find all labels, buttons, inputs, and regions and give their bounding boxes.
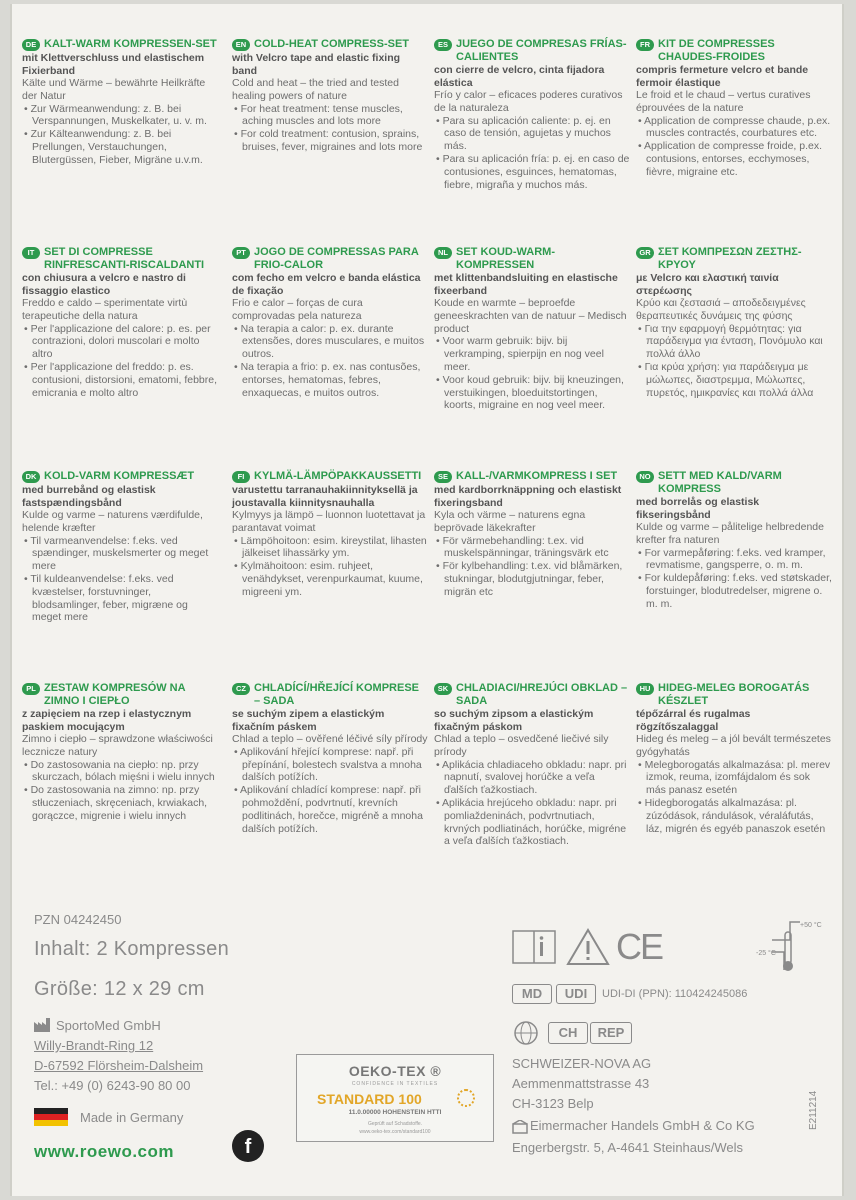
lang-block-hu <box>636 682 832 835</box>
lang-intro: Κρύο και ζεστασιά – αποδεδειγμένες θεραπευτικές δυνάμεις της φύσης <box>636 297 806 322</box>
lang-intro: Kälte und Wärme – bewährte Heilkräfte der Natur <box>22 77 206 102</box>
lang-intro: Kulde og varme – naturens værdifulde, helende kræfter <box>22 509 203 534</box>
lang-bullet: • Zur Kälteanwendung: z. B. bei Prellungen, Verstauchungen, Blutergüssen, Fieber, Migräne u.v.m. <box>22 128 218 166</box>
flower-icon <box>457 1089 475 1107</box>
lang-intro: Chlad a teplo – osvedčené liečivé sily prírody <box>434 733 609 758</box>
lang-block-es <box>434 38 630 191</box>
lang-bullet: • Zur Wärmeanwendung: z. B. bei Verspannungen, Muskelkater, u. v. m. <box>22 103 218 129</box>
oeko-tex-label <box>296 1054 494 1142</box>
lang-bullet: • Application de compresse chaude, p.ex. muscles contractés, courbatures etc. <box>636 115 832 141</box>
lang-subtitle: varustettu tarranauhakiinnityksellä ja joustavalla kiinnitysnauhalla <box>232 484 418 509</box>
lang-title: KIT DE COMPRESSES CHAUDES-FROIDES <box>658 38 775 63</box>
lang-subtitle: med burrebånd og elastisk fastspændingsbånd <box>22 484 156 509</box>
lang-code-badge: SE <box>434 471 452 483</box>
lang-intro: Kyla och värme – naturens egna beprövade läkekrafter <box>434 509 586 534</box>
factory-icon <box>34 1018 50 1032</box>
lang-title: COLD-HEAT COMPRESS-SET <box>254 38 410 50</box>
lang-bullet: • For cold treatment: contusion, sprains, bruises, fever, migraines and lots more <box>232 128 428 154</box>
lang-bullet: • For kuldepåføring: f.eks. ved støtskader, forstuinger, blodutredelser, migrene o. m. m. <box>636 572 832 610</box>
lang-bullet: • For varmepåføring: f.eks. ved kramper, revmatisme, gangsperre, o. m. m. <box>636 547 832 573</box>
manufacturer-phone: Tel.: +49 (0) 6243-90 80 00 <box>34 1078 191 1093</box>
lang-header <box>22 246 218 271</box>
importer-name: Eimermacher Handels GmbH & Co KG <box>530 1118 755 1133</box>
lang-title: KALT-WARM KOMPRESSEN-SET <box>44 38 217 50</box>
lang-bullet: • Do zastosowania na ciepło: np. przy skurczach, bólach mięśni i wielu innych <box>22 759 218 785</box>
content-line: Inhalt: 2 Kompressen <box>34 938 229 960</box>
lang-subtitle: con cierre de velcro, cinta fijadora elástica <box>434 64 605 89</box>
lang-intro: Freddo e caldo – sperimentate virtù terapeutiche della natura <box>22 297 188 322</box>
lang-title: CHLADIACI/HREJÚCI OBKLAD – SADA <box>456 682 628 707</box>
lang-title: SETT MED KALD/VARM KOMPRESS <box>658 470 782 495</box>
lang-header <box>22 682 218 707</box>
lang-title: CHLADÍCÍ/HŘEJÍCÍ KOMPRESE – SADA <box>254 682 420 707</box>
lang-intro: Le froid et le chaud – vertus curatives éprouvées de la nature <box>636 89 811 114</box>
lang-title: JOGO DE COMPRESSAS PARA FRIO-CALOR <box>254 246 419 271</box>
manufacturer-city: D-67592 Flörsheim-Dalsheim <box>34 1058 204 1073</box>
lang-bullet: • Para su aplicación fría: p. ej. en caso de contusiones, esguinces, hematomas, fiebre, migraña y muchos más. <box>434 153 630 191</box>
batch-code: E211214 <box>808 1090 819 1130</box>
ce-mark: CE <box>616 926 663 967</box>
facebook-icon[interactable]: f <box>232 1130 264 1162</box>
lang-block-it <box>22 246 218 399</box>
lang-code-badge: PT <box>232 247 250 259</box>
lang-subtitle: mit Klettverschluss und elastischem Fixierband <box>22 52 205 77</box>
globe-icon <box>512 1020 540 1051</box>
lang-code-badge: DK <box>22 471 40 483</box>
lang-bullet: • Για κρύα χρήση: για παράδειγμα με μώλωπες, διαστρεμμα, Μώλωπες, πυρετός, ημικρανίες και πολλά άλλα <box>636 361 832 399</box>
lang-intro: Kulde og varme – pålitelige helbredende krefter fra naturen <box>636 521 824 546</box>
lang-header <box>232 470 428 483</box>
lang-intro: Frio e calor – forças de cura comprovadas pela natureza <box>232 297 363 322</box>
lang-subtitle: se suchým zipem a elastickým fixačním páskem <box>232 708 385 733</box>
lang-bullet: • Για την εφαρμογή θερμότητας: για παράδειγμα για ένταση, Πονόμυλο και πολλά άλλο <box>636 323 832 361</box>
lang-subtitle: con chiusura a velcro e nastro di fissaggio elastico <box>22 272 186 297</box>
lang-bullet: • Per l'applicazione del calore: p. es. per contrazioni, dolori muscolari e molto altro <box>22 323 218 361</box>
pzn: PZN 04242450 <box>34 912 122 927</box>
lang-code-badge: IT <box>22 247 40 259</box>
lang-header <box>434 682 630 707</box>
lang-code-badge: EN <box>232 39 250 51</box>
oeko-number: 11.0.00000 HOHENSTEIN HTTI <box>348 1109 442 1116</box>
lang-subtitle: με Velcro και ελαστική ταινία στερέωσης <box>636 272 779 297</box>
lang-header <box>232 682 428 707</box>
lang-block-fr <box>636 38 832 179</box>
lang-block-pl <box>22 682 218 823</box>
lang-header <box>232 246 428 271</box>
lang-intro: Frío y calor – eficaces poderes curativos de la naturaleza <box>434 89 623 114</box>
lang-subtitle: met klittenbandsluiting en elastische fixeerband <box>434 272 618 297</box>
lang-header <box>434 38 630 63</box>
lang-code-badge: NO <box>636 471 654 483</box>
manufacturer-street: Willy-Brandt-Ring 12 <box>34 1038 154 1053</box>
lang-block-cz <box>232 682 428 835</box>
ch-rep-street: Aemmenmattstrasse 43 <box>512 1076 650 1091</box>
lang-block-nl <box>434 246 630 412</box>
lang-bullet: • For heat treatment: tense muscles, aching muscles and lots more <box>232 103 428 129</box>
udi-value: UDI-DI (PPN): 110424245086 <box>602 988 748 1000</box>
lang-code-badge: CZ <box>232 683 250 695</box>
lang-header <box>22 38 218 51</box>
md-symbol: MD <box>512 984 552 1004</box>
lang-bullet: • Til kuldeanvendelse: f.eks. ved kvæstelser, forstuvninger, blodsamlinger, feber, migræne og meget mere <box>22 573 218 624</box>
lang-code-badge: ES <box>434 39 452 51</box>
lang-code-badge: SK <box>434 683 452 695</box>
lang-code-badge: DE <box>22 39 40 51</box>
lang-block-no <box>636 470 832 611</box>
lang-header <box>636 38 832 63</box>
lang-title: SET DI COMPRESSE RINFRESCANTI-RISCALDANTI <box>44 246 205 271</box>
lang-code-badge: FR <box>636 39 654 51</box>
lang-code-badge: NL <box>434 247 452 259</box>
temp-min: -25 °C <box>756 950 776 957</box>
lang-subtitle: z zapięciem na rzep i elastycznym paskiem mocującym <box>22 708 192 733</box>
temp-max: +50 °C <box>800 922 822 929</box>
lang-header <box>22 470 218 483</box>
lang-bullet: • Til varmeanvendelse: f.eks. ved spændinger, muskelsmerter og meget mere <box>22 535 218 573</box>
lang-bullet: • Aplikování chladící komprese: např. při pohmoždění, podvrtnutí, krevních podlitinách, horečce, migréně a mnoha dalších potížích. <box>232 784 428 835</box>
instructions-icon <box>512 930 556 969</box>
lang-code-badge: GR <box>636 247 654 259</box>
lang-header <box>434 470 630 483</box>
lang-intro: Zimno i ciepło – sprawdzone właściwości lecznicze natury <box>22 733 213 758</box>
udi-symbol: UDI <box>556 984 596 1004</box>
lang-bullet: • Na terapia a calor: p. ex. durante extensões, dores musculares, e muitos outros. <box>232 323 428 361</box>
lang-bullet: • Aplikácia chladiaceho obkladu: napr. pri napnutí, svalovej horúčke a veľa ďalších ťažkostiach. <box>434 759 630 797</box>
lang-subtitle: so suchým zipsom a elastickým fixačným páskom <box>434 708 594 733</box>
lang-header <box>434 246 630 271</box>
lang-intro: Chlad a teplo – ověřené léčivé síly přírody <box>232 733 428 745</box>
lang-bullet: • Application de compresse froide, p.ex. contusions, entorses, ecchymoses, fièvre, migraine etc. <box>636 140 832 178</box>
lang-intro: Koude en warmte – beproefde geneeskrachten van de natuur – Medisch product <box>434 297 627 335</box>
ch-rep-city: CH-3123 Belp <box>512 1096 594 1111</box>
importer-address: Engerbergstr. 5, A-4641 Steinhaus/Wels <box>512 1140 744 1155</box>
lang-block-fi <box>232 470 428 599</box>
lang-subtitle: tépőzárral és rugalmas rögzítőszalaggal <box>636 708 751 733</box>
oeko-standard: STANDARD 100 <box>317 1091 422 1107</box>
lang-title: HIDEG-MELEG BOROGATÁS KÉSZLET <box>658 682 810 707</box>
lang-bullet: • Voor warm gebruik: bijv. bij verkramping, spierpijn en nog veel meer. <box>434 335 630 373</box>
lang-subtitle: med borrelås og elastisk fikseringsbånd <box>636 496 760 521</box>
lang-title: KALL-/VARMKOMPRESS I SET <box>456 470 618 482</box>
oeko-brand: OEKO-TEX ® <box>348 1063 442 1079</box>
lang-bullet: • Per l'applicazione del freddo: p. es. contusioni, distorsioni, ematomi, febbre, emicrania e molto altro <box>22 361 218 399</box>
rep-symbol: REP <box>590 1022 632 1044</box>
lang-subtitle: com fecho em velcro e banda elástica de fixação <box>232 272 421 297</box>
germany-flag-icon <box>34 1108 68 1126</box>
lang-bullet: • Kylmähoitoon: esim. ruhjeet, venähdykset, verenpurkaumat, kuume, migreeni ym. <box>232 560 428 598</box>
lang-intro: Cold and heat – the tried and tested healing powers of nature <box>232 77 399 102</box>
lang-subtitle: med kardborrknäppning och elastiskt fixeringsband <box>434 484 622 509</box>
made-in: Made in Germany <box>80 1110 184 1125</box>
website-link[interactable]: www.roewo.com <box>34 1142 175 1161</box>
lang-code-badge: HU <box>636 683 654 695</box>
lang-bullet: • Lämpöhoitoon: esim. kireystilat, lihasten jälkeiset lihassärky ym. <box>232 535 428 561</box>
lang-header <box>232 38 428 51</box>
lang-title: ΣΕΤ ΚΟΜΠΡΕΣΩΝ ΖΕΣΤΗΣ-ΚΡΥΟΥ <box>658 246 802 271</box>
lang-intro: Hideg és meleg – a jól bevált természetes gyógyhatás <box>636 733 831 758</box>
lang-title: KOLD-VARM KOMPRESSÆT <box>44 470 195 482</box>
manufacturer-name: SportoMed GmbH <box>56 1018 161 1033</box>
lang-block-de <box>22 38 218 167</box>
lang-header <box>636 682 832 707</box>
oeko-url: www.oeko-tex.com/standard100 <box>359 1129 431 1135</box>
importer-icon <box>512 1120 528 1139</box>
lang-bullet: • Para su aplicación caliente: p. ej. en caso de tensión, agujetas y muchos más. <box>434 115 630 153</box>
lang-code-badge: PL <box>22 683 40 695</box>
lang-bullet: • Melegborogatás alkalmazása: pl. merev izmok, reuma, izomfájdalom és sok más panasz esetén <box>636 759 832 797</box>
lang-subtitle: with Velcro tape and elastic fixing band <box>232 52 401 77</box>
lang-header <box>636 470 832 495</box>
lang-bullet: • Na terapia a frio: p. ex. nas contusões, entorses, hematomas, febres, enxaquecas, e muitos outros. <box>232 361 428 399</box>
lang-block-gr <box>636 246 832 399</box>
lang-subtitle: compris fermeture velcro et bande fermoir élastique <box>636 64 809 89</box>
lang-title: SET KOUD-WARM-KOMPRESSEN <box>456 246 555 271</box>
lang-header <box>636 246 832 271</box>
lang-intro: Kylmyys ja lämpö – luonnon luotettavat ja parantavat voimat <box>232 509 426 534</box>
lang-block-pt <box>232 246 428 399</box>
lang-bullet: • Aplikování hřející komprese: např. při přepínání, bolestech svalstva a mnoha dalších potížích. <box>232 746 428 784</box>
lang-block-en <box>232 38 428 154</box>
lang-title: KYLMÄ-LÄMPÖPAKKAUSSETTI <box>254 470 422 482</box>
lang-block-dk <box>22 470 218 624</box>
lang-bullet: • Do zastosowania na zimno: np. przy stłuczeniach, skręceniach, krwiakach, gorączce, migrenie i wielu innych <box>22 784 218 822</box>
warning-icon <box>566 928 610 971</box>
lang-bullet: • Aplikácia hrejúceho obkladu: napr. pri pomliaždeninách, podvrtnutiach, krvných podliatinách, horúčke, migréne a veľa ďalších ťažkostiach. <box>434 797 630 848</box>
lang-block-sk <box>434 682 630 848</box>
lang-bullet: • För värmebehandling: t.ex. vid muskelspänningar, träningsvärk etc <box>434 535 630 561</box>
lang-title: ZESTAW KOMPRESÓW NA ZIMNO I CIEPŁO <box>44 682 186 707</box>
lang-title: JUEGO DE COMPRESAS FRÍAS-CALIENTES <box>456 38 627 63</box>
ch-symbol: CH <box>548 1022 588 1044</box>
size-line: Größe: 12 x 29 cm <box>34 978 205 1000</box>
ch-rep-name: SCHWEIZER-NOVA AG <box>512 1056 652 1071</box>
lang-code-badge: FI <box>232 471 250 483</box>
lang-bullet: • För kylbehandling: t.ex. vid blåmärken, stukningar, blodutgjutningar, feber, migrän etc <box>434 560 630 598</box>
lang-bullet: • Voor koud gebruik: bijv. bij kneuzingen, verstuikingen, bloeduitstortingen, koorts, migraine en nog veel meer. <box>434 374 630 412</box>
oeko-tagline: CONFIDENCE IN TEXTILES <box>351 1081 439 1087</box>
oeko-check: Geprüft auf Schadstoffe. <box>367 1121 423 1127</box>
lang-bullet: • Hidegborogatás alkalmazása: pl. zúzódások, rándulások, véraláfutás, láz, migrén és egyéb panaszok esetén <box>636 797 832 835</box>
lang-block-se <box>434 470 630 599</box>
